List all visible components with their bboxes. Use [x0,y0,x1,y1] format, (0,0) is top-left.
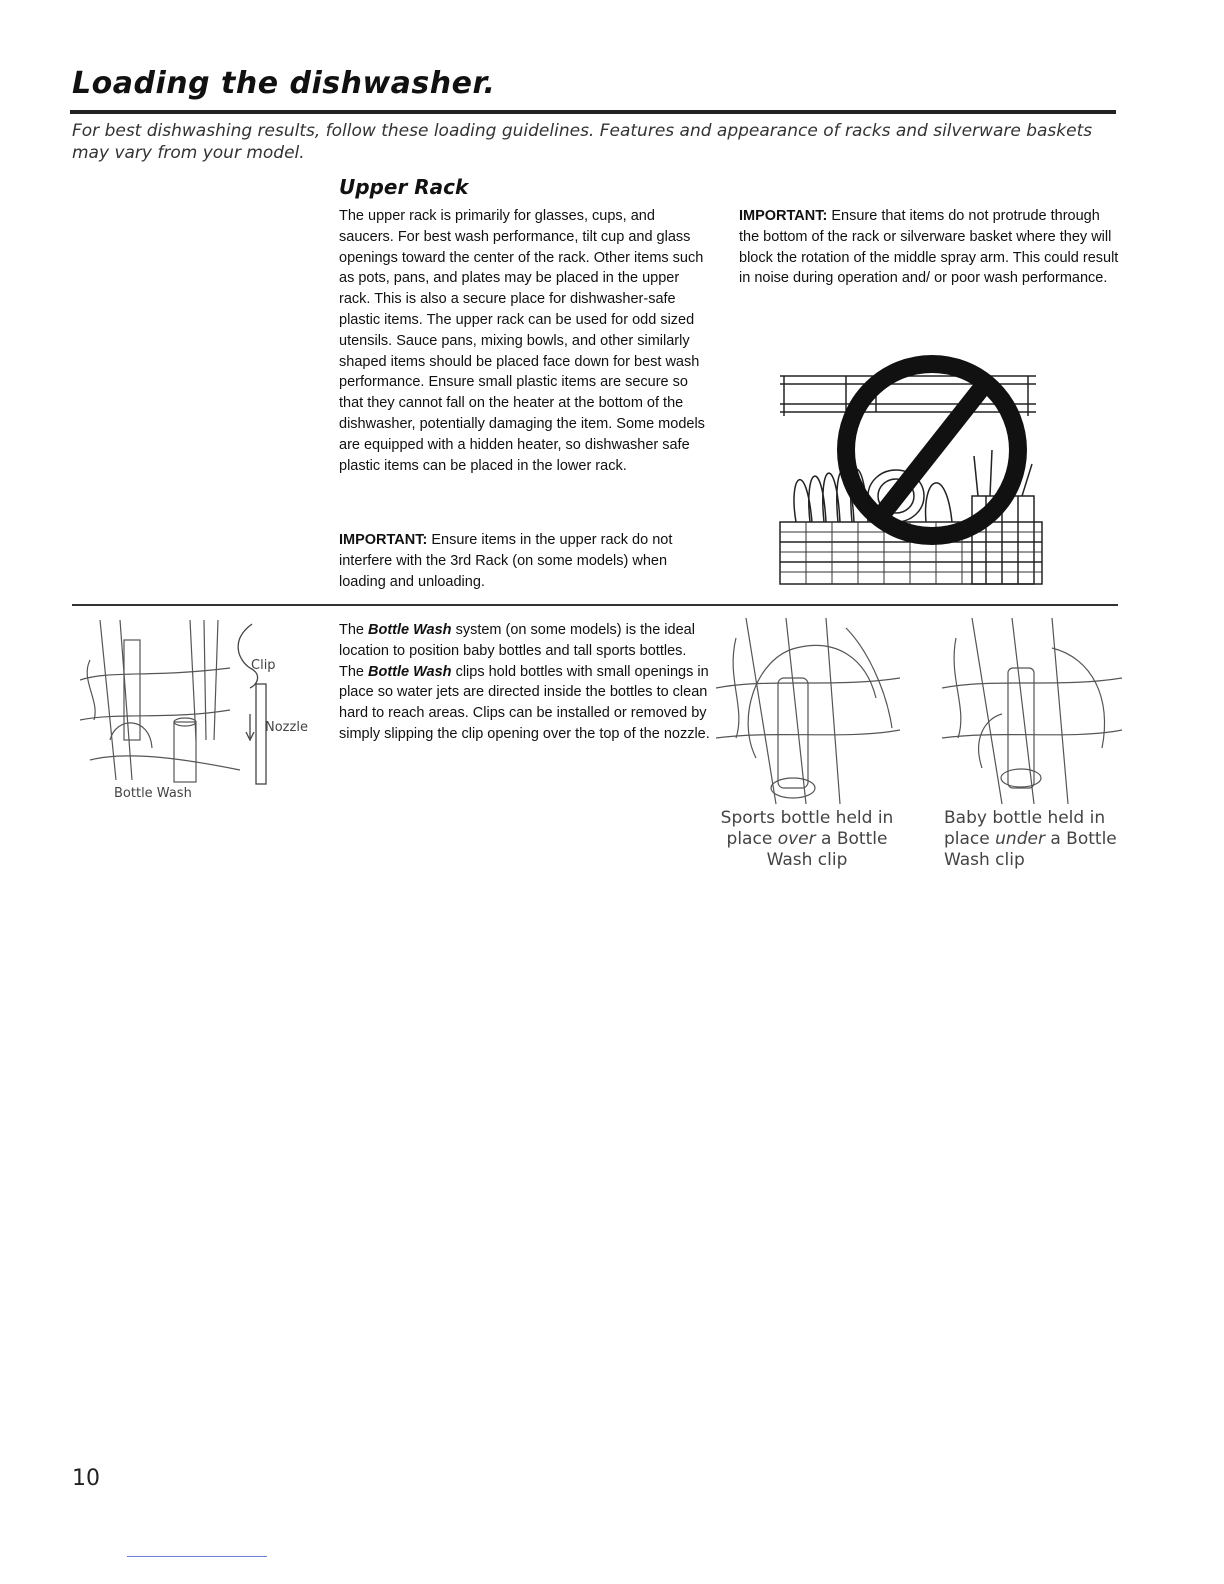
upper-rack-heading: Upper Rack [339,175,469,199]
caption-emphasis: under [995,829,1045,849]
caption-emphasis: over [777,829,816,849]
sports-bottle-caption [712,808,902,871]
protrude-important [739,206,1119,289]
upper-rack-important [339,530,711,592]
text-run: a Bottle Wash clip [944,829,1117,870]
nozzle-label: Nozzle [265,720,308,735]
upper-rack-body: The upper rack is primarily for glasses, cups, and saucers. For best wash performance, tilt cup and glass openings toward the center of the rack. Other items such as pots, pans, and plates may be placed in the upper rack. This is also a secure place for dishwasher-safe plastic items. The upper rack can be used for odd sized utensils. Sauce pans, mixing bowls, and other similarly shaped items should be placed face down for best wash performance. Ensure small plastic items are secure so that they cannot fall on the heater at the bottom of the dishwasher, potentially damaging the item. Some models are equipped with a hidden heater, so dishwasher safe plastic items can be placed in the lower rack. [339,208,705,474]
bottle-wash-body [339,620,715,745]
clip-label: Clip [251,658,276,673]
text-run: Sports bottle held in place [720,808,894,849]
text-run: The [339,622,369,638]
bottle-wash-figure-caption: Bottle Wash [114,786,192,801]
text-run: clips hold bottles with small openings in place so water jets are directed inside the bottles to clean hard to reach areas. Clips can be installed or removed by simply slipping the clip opening over the top of the nozzle. [339,663,710,742]
rack-prohibited-illustration [776,346,1046,594]
important-text: Ensure items in the upper rack do not interfere with the 3rd Rack (on some models) when loading and unloading. [339,532,673,590]
baby-bottle-illustration [942,618,1122,808]
text-run: a Bottle Wash clip [766,829,888,870]
important-label: IMPORTANT: [339,532,428,548]
bottle-wash-illustration [80,620,280,788]
intro-text: For best dishwashing results, follow these loading guidelines. Features and appearance of racks and silverware baskets may vary from your model. [72,121,1093,163]
text-run: Baby bottle held in place [944,808,1106,849]
title-rule [70,110,1116,114]
section-divider [72,604,1118,606]
bottle-wash-name: Bottle Wash [368,663,452,680]
page-title: Loading the dishwasher. [72,66,496,101]
page-number: 10 [72,1466,100,1491]
bottle-wash-name: Bottle Wash [368,622,452,638]
footer-link-line [127,1556,267,1557]
important-text: Ensure that items do not protrude through the bottom of the rack or silverware basket where they will block the rotation of the middle spray arm. This could result in noise during operation and/ or poor wash performance. [739,208,1119,287]
baby-bottle-caption [944,808,1144,871]
sports-bottle-illustration [716,618,900,808]
text-run: system (on some models) is the ideal location to position baby bottles and tall sports bottles. The [339,622,695,680]
important-label: IMPORTANT: [739,208,828,224]
